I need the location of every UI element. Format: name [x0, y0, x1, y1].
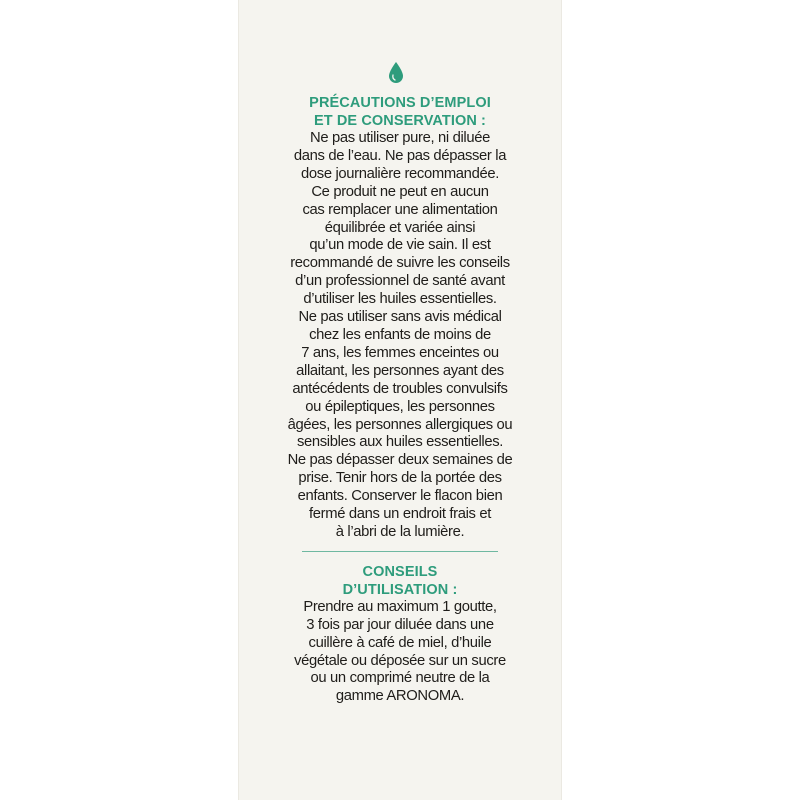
text-line: antécédents de troubles convulsifs	[292, 380, 508, 397]
text-line: enfants. Conserver le flacon bien	[297, 488, 503, 505]
text-line: 7 ans, les femmes enceintes ou	[301, 344, 499, 361]
text-line: dose journalière recommandée.	[301, 165, 499, 182]
heading-line: D’UTILISATION :	[342, 581, 458, 598]
text-line: à l’abri de la lumière.	[335, 523, 465, 540]
text-line: Ne pas dépasser deux semaines de	[287, 452, 513, 469]
text-line: prise. Tenir hors de la portée des	[298, 470, 502, 487]
text-line: Ne pas utiliser sans avis médical	[298, 309, 502, 326]
text-line: équilibrée et variée ainsi	[324, 219, 476, 236]
text-line: Ne pas utiliser pure, ni diluée	[310, 130, 490, 146]
text-line: végétale ou déposée sur un sucre	[294, 652, 506, 669]
text-line: fermé dans un endroit frais et	[309, 506, 491, 523]
text-line: d’un professionnel de santé avant	[295, 273, 505, 290]
precautions-heading	[248, 94, 552, 130]
text-line: 3 fois par jour diluée dans une	[306, 616, 494, 633]
text-line: cuillère à café de miel, d’huile	[308, 634, 492, 651]
section-divider	[302, 551, 498, 552]
text-line: dans de l’eau. Ne pas dépasser la	[293, 147, 507, 164]
precautions-text	[248, 130, 552, 542]
text-line: gamme ARONOMA.	[335, 688, 465, 705]
text-line: d’utiliser les huiles essentielles.	[303, 291, 497, 308]
heading-line: CONSEILS	[362, 563, 438, 580]
usage-heading	[248, 563, 552, 599]
text-line: Prendre au maximum 1 goutte,	[303, 598, 497, 615]
text-line: âgées, les personnes allergiques ou	[287, 416, 513, 433]
text-line: ou un comprimé neutre de la	[310, 670, 490, 687]
product-label	[238, 0, 562, 800]
heading-line: PRÉCAUTIONS D’EMPLOI	[309, 95, 491, 111]
usage-text	[248, 599, 552, 706]
text-line: ou épileptiques, les personnes	[305, 398, 495, 415]
text-line: Ce produit ne peut en aucun	[311, 183, 489, 200]
text-line: cas remplacer une alimentation	[302, 201, 498, 218]
text-line: chez les enfants de moins de	[309, 326, 491, 343]
text-line: allaitant, les personnes ayant des	[296, 362, 504, 379]
heading-line: ET DE CONSERVATION :	[314, 113, 486, 129]
label-content	[248, 94, 552, 706]
text-line: sensibles aux huiles essentielles.	[296, 434, 504, 451]
text-line: recommandé de suivre les conseils	[290, 255, 510, 272]
water-drop-icon	[388, 62, 404, 84]
text-line: qu’un mode de vie sain. Il est	[309, 237, 491, 254]
